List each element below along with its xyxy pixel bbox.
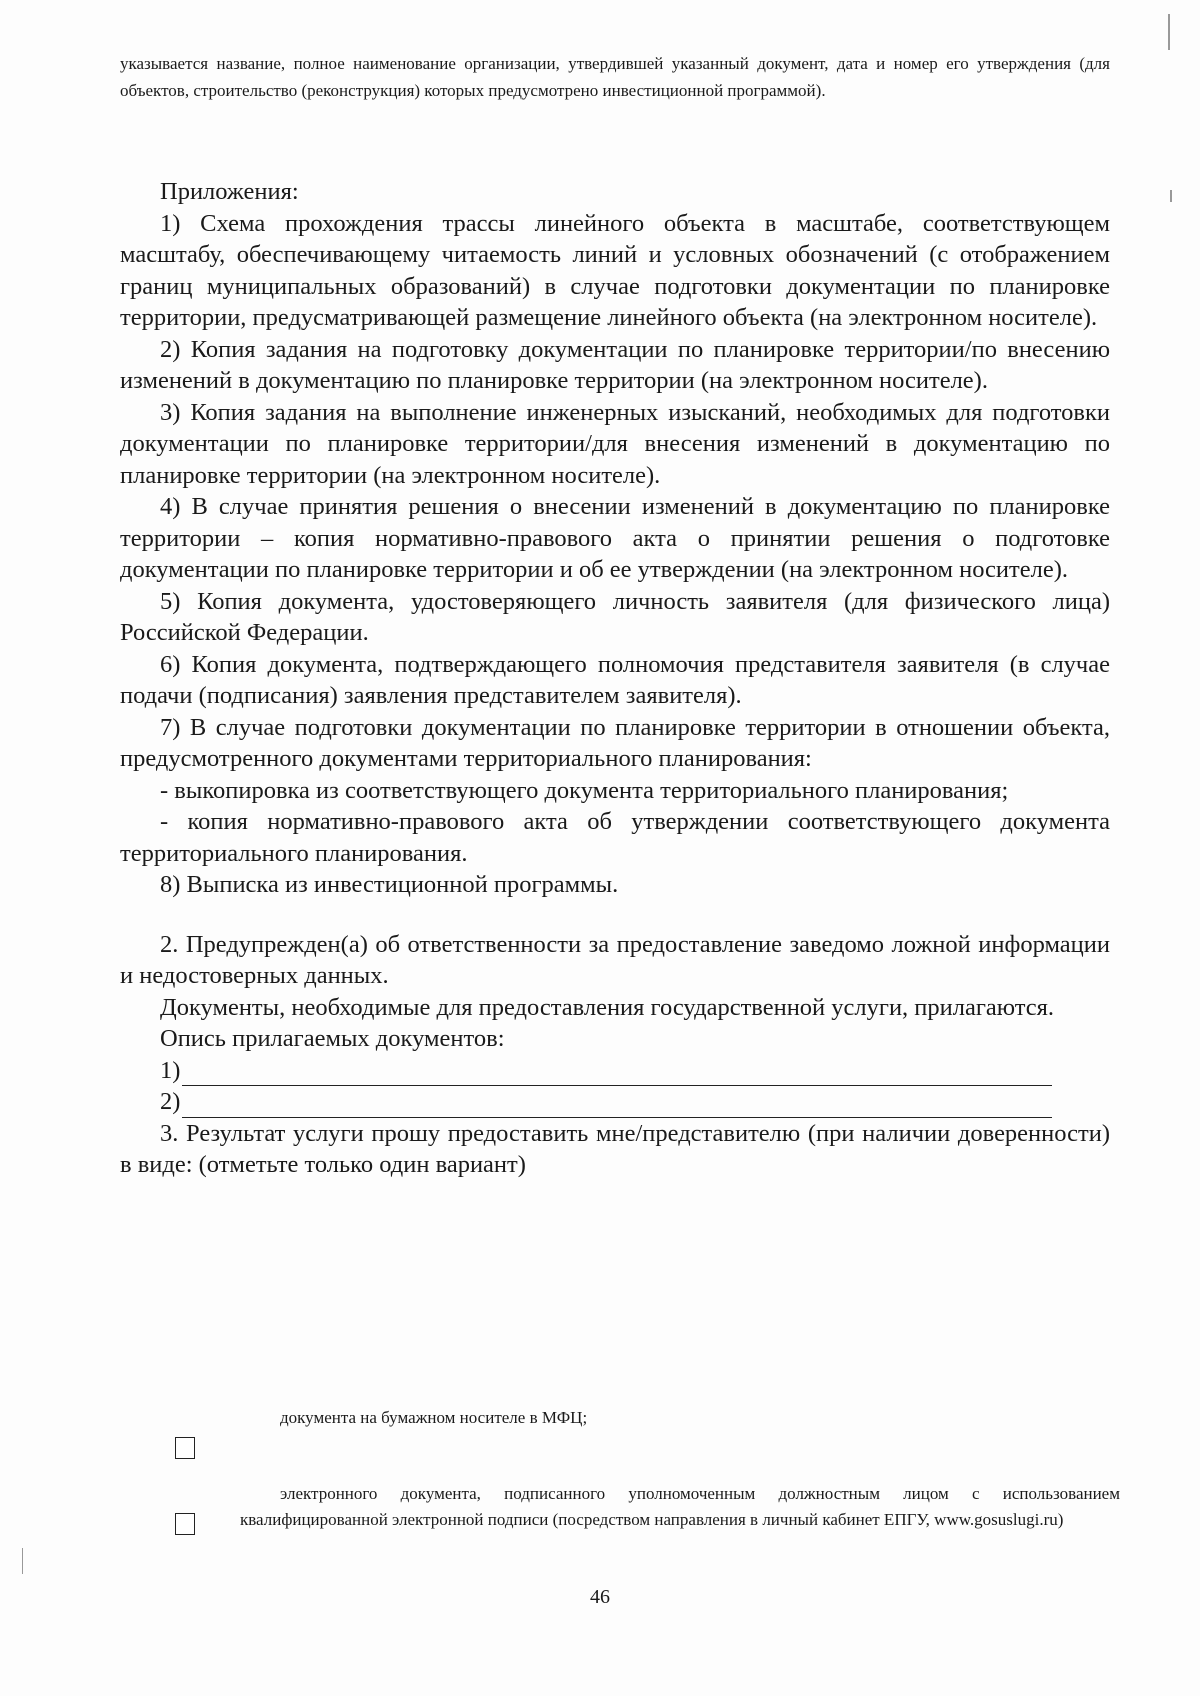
attachment-item-7: 7) В случае подготовки документации по планировке территории в отношении объекта, предусмотренного документами территориального планирования: — [120, 713, 1110, 772]
inventory-blank-line[interactable] — [182, 1095, 1052, 1118]
option-electronic-epgu-label: электронного документа, подписанного уполномоченным должностным лицом с использованием квалифицированной электронной подписи (посредством направления в личный кабинет ЕПГУ, www.gosuslugi.ru) — [240, 1484, 1120, 1529]
liability-warning: 2. Предупрежден(а) об ответственности за предоставление заведомо ложной информации и недостоверных данных. — [120, 930, 1110, 989]
documents-attached-note: Документы, необходимые для предоставления государственной услуги, прилагаются. — [160, 993, 1055, 1021]
page-number: 46 — [590, 1586, 610, 1608]
checkbox-paper-mfc[interactable] — [175, 1437, 195, 1459]
attachment-item-4: 4) В случае принятия решения о внесении изменений в документацию по планировке территории – копия нормативно-правового акта о принятии решения о подготовке документации по планировке территории и об ее утверждении (на электронном носителе). — [120, 493, 1110, 583]
inventory-line-number: 2) — [160, 1088, 181, 1115]
attachment-item-2: 2) Копия задания на подготовку документации по планировке территории/по внесению изменений в документацию по планировке территории (на электронном носителе). — [120, 335, 1110, 394]
scan-mark — [1168, 14, 1170, 50]
attachment-item-8: 8) Выписка из инвестиционной программы. — [160, 871, 619, 898]
scan-mark — [1170, 190, 1172, 202]
inventory-line-number: 1) — [160, 1056, 181, 1084]
inventory-label: Опись прилагаемых документов: — [160, 1025, 505, 1052]
option-paper-mfc-label: документа на бумажном носителе в МФЦ; — [280, 1408, 588, 1427]
attachment-item-5: 5) Копия документа, удостоверяющего личность заявителя (для физического лица) Российской Федерации. — [120, 587, 1110, 646]
attachment-item-3: 3) Копия задания на выполнение инженерных изысканий, необходимых для подготовки документации по планировке территории/для внесения изменений в документацию по планировке территории (на электронном носителе). — [120, 398, 1110, 489]
option-paper-mfc[interactable] — [175, 1405, 1125, 1475]
attachments-heading: Приложения: — [160, 178, 299, 205]
attachment-item-6: 6) Копия документа, подтверждающего полномочия представителя заявителя (в случае подачи (подписания) заявления представителем заявителя). — [120, 650, 1110, 709]
checkbox-electronic-epgu[interactable] — [175, 1513, 195, 1535]
delivery-options — [175, 1405, 1125, 1571]
attachment-subitem-7a: - выкопировка из соответствующего документа территориального планирования; — [160, 776, 1009, 804]
option-electronic-epgu[interactable] — [175, 1481, 1125, 1571]
attachment-subitem-7b: - копия нормативно-правового акта об утверждении соответствующего документа территориального планирования. — [120, 808, 1110, 867]
top-note: указывается название, полное наименование организации, утвердившей указанный документ, дата и номер его утверждения (для объектов, строительство (реконструкция) которых предусмотрено инвестиционной программой). — [120, 54, 1110, 100]
result-delivery-request: 3. Результат услуги прошу предоставить мне/представителю (при наличии доверенности) в виде: (отметьте только один вариант) — [120, 1119, 1110, 1178]
scan-mark — [22, 1548, 23, 1574]
attachment-item-1: 1) Схема прохождения трассы линейного объекта в масштабе, соответствующем масштабу, обеспечивающему читаемость линий и условных обозначений (с отображением границ муниципальных образований) в случае подготовки документации по планировке территории, предусматривающей размещение линейного объекта (на электронном носителе). — [120, 209, 1110, 331]
inventory-line-1[interactable] — [120, 1055, 1110, 1087]
inventory-blank-line[interactable] — [182, 1063, 1052, 1086]
section-gap — [120, 901, 1110, 929]
inventory-line-2[interactable] — [120, 1086, 1110, 1118]
main-body — [120, 176, 1110, 1181]
